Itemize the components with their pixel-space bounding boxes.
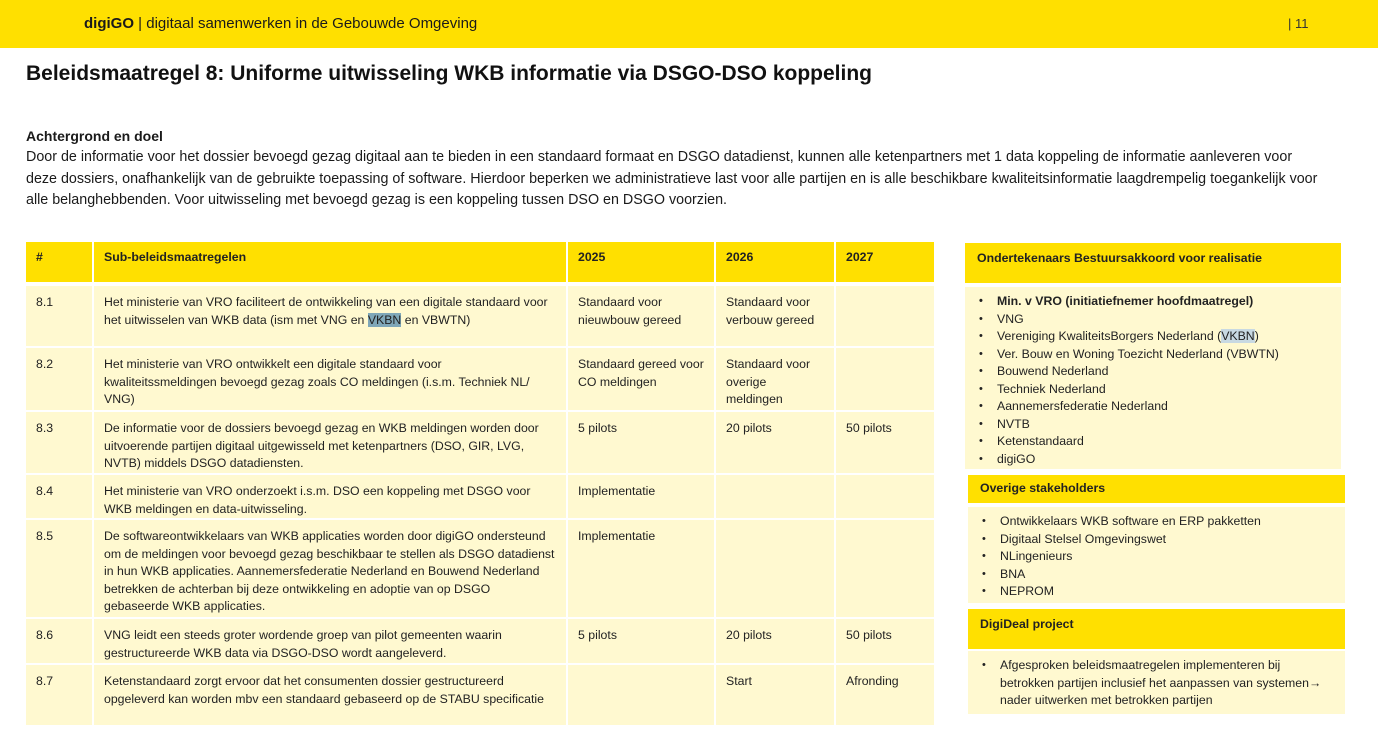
row-number: 8.6: [26, 619, 92, 663]
brand-name: digiGO: [84, 15, 134, 32]
list-item: • NEPROM: [980, 583, 1345, 601]
list-item-text: Vereniging KwaliteitsBorgers Nederland (: [997, 329, 1222, 343]
list-item: • Digitaal Stelsel Omgevingswet: [980, 531, 1345, 549]
row-2026: Standaard voor verbouw gereed: [716, 286, 834, 346]
digideal-list: [968, 651, 1345, 714]
row-2025: Implementatie: [568, 475, 714, 518]
row-2027: Afronding: [836, 665, 934, 725]
row-2025: Standaard voor nieuwbouw gereed: [568, 286, 714, 346]
brand: [84, 15, 477, 32]
list-item: • Ver. Bouw en Woning Toezicht Nederland (VBWTN): [977, 346, 1341, 364]
list-item: • Afgesproken beleidsmaatregelen implementeren bij betrokken partijen inclusief het aanpassen van systemen→ nader uitwerken met betrokken partijen: [980, 657, 1345, 710]
row-2026: 20 pilots: [716, 619, 834, 663]
row-number: 8.3: [26, 412, 92, 473]
row-text: Ketenstandaard zorgt ervoor dat het consumenten dossier gestructureerd opgeleverd kan worden mbv een standaard gebaseerd op de STABU specificatie: [94, 665, 566, 725]
row-text: De softwareontwikkelaars van WKB applicaties worden door digiGO ondersteund om de meldingen voor bevoegd gezag beschikbaar te stellen als DSGO datadienst in hun WKB applicaties. Aannemersfederatie Nederland en Bouwend Nederland betrekken de achterban bij deze ontwikkeling en adoptie van op DSGO gebaseerde WKB applicaties.: [94, 520, 566, 617]
col-header-2027: 2027: [836, 242, 934, 282]
row-2027: [836, 520, 934, 617]
background-heading: Achtergrond en doel: [26, 128, 163, 144]
col-header-number: #: [26, 242, 92, 282]
row-2025: [568, 665, 714, 725]
row-text: Het ministerie van VRO onderzoekt i.s.m. DSO een koppeling met DSGO voor WKB meldingen en data-uitwisseling.: [94, 475, 566, 518]
col-header-2025: 2025: [568, 242, 714, 282]
row-2027: 50 pilots: [836, 619, 934, 663]
row-text-part: en VBWTN): [401, 312, 471, 327]
row-number: 8.2: [26, 348, 92, 410]
list-item: • Min. v VRO (initiatiefnemer hoofdmaatregel): [977, 293, 1341, 311]
background-text: Door de informatie voor het dossier bevoegd gezag digitaal aan te bieden in een standaard formaat en DSGO datadienst, kunnen alle ketenpartners met 1 data koppeling de informatie aanleveren voor deze dossiers, onafhankelijk van de gebruikte toepassing of software. Hierdoor beperken we administratieve last voor alle partijen en is alle beschikbare kwaliteitsinformatie laagdrempelig toegankelijk voor alle belanghebbenden. Voor uitwisseling met bevoegd gezag is een koppeling tussen DSO en DSGO voorzien.: [26, 149, 1318, 208]
list-item: • Ketenstandaard: [977, 433, 1341, 451]
list-item: • digiGO: [977, 451, 1341, 469]
row-2025: 5 pilots: [568, 412, 714, 473]
stakeholders-heading: Overige stakeholders: [968, 475, 1345, 503]
row-2027: [836, 475, 934, 518]
row-number: 8.5: [26, 520, 92, 617]
brand-tagline: | digitaal samenwerken in de Gebouwde Omgeving: [138, 15, 478, 32]
row-2026: Start: [716, 665, 834, 725]
highlighted-term: VKBN: [1221, 329, 1255, 343]
col-header-measures: Sub-beleidsmaatregelen: [94, 242, 566, 282]
row-2025: 5 pilots: [568, 619, 714, 663]
row-2025: Implementatie: [568, 520, 714, 617]
list-item-text: ): [1254, 329, 1259, 343]
row-2026: 20 pilots: [716, 412, 834, 473]
list-item: • Techniek Nederland: [977, 381, 1341, 399]
row-number: 8.4: [26, 475, 92, 518]
stakeholders-list: [968, 507, 1345, 603]
row-2026: [716, 475, 834, 518]
row-text: De informatie voor de dossiers bevoegd gezag en WKB meldingen worden door uitvoerende partijen digitaal uitgewisseld met ketenpartners (DSO, GIR, LVG, NVTB) middels DSGO datadiensten.: [94, 412, 566, 473]
list-item: [977, 328, 1341, 346]
list-item: • VNG: [977, 311, 1341, 329]
list-item: • Ontwikkelaars WKB software en ERP pakketten: [980, 513, 1345, 531]
row-text: Het ministerie van VRO ontwikkelt een digitale standaard voor kwaliteitssmeldingen bevoegd gezag zoals CO meldingen (i.s.m. Techniek NL/ VNG): [94, 348, 566, 410]
list-item: • BNA: [980, 566, 1345, 584]
list-item: • Bouwend Nederland: [977, 363, 1341, 381]
highlighted-term: VKBN: [367, 312, 402, 327]
row-text: [94, 286, 566, 346]
row-2026: Standaard voor overige meldingen: [716, 348, 834, 410]
row-2027: [836, 348, 934, 410]
signatories-list: [965, 287, 1341, 469]
digideal-heading: DigiDeal project: [968, 609, 1345, 649]
signatories-heading: Ondertekenaars Bestuursakkoord voor realisatie: [965, 243, 1341, 283]
page-number: | 11: [1288, 16, 1309, 31]
row-2025: Standaard gereed voor CO meldingen: [568, 348, 714, 410]
row-text-part: Het ministerie van VRO faciliteert de ontwikkeling van een digitale standaard voor het uitwisselen van WKB data (ism met VNG en: [104, 295, 548, 327]
list-item: • NLingenieurs: [980, 548, 1345, 566]
row-text: VNG leidt een steeds groter wordende groep van pilot gemeenten waarin gestructureerde WKB data via DSGO-DSO wordt aangeleverd.: [94, 619, 566, 663]
row-2027: [836, 286, 934, 346]
row-number: 8.1: [26, 286, 92, 346]
row-2027: 50 pilots: [836, 412, 934, 473]
page-title: Beleidsmaatregel 8: Uniforme uitwisseling WKB informatie via DSGO-DSO koppeling: [26, 62, 872, 85]
col-header-2026: 2026: [716, 242, 834, 282]
row-number: 8.7: [26, 665, 92, 725]
list-item: • NVTB: [977, 416, 1341, 434]
row-2026: [716, 520, 834, 617]
header-bar: [0, 0, 1378, 48]
list-item: • Aannemersfederatie Nederland: [977, 398, 1341, 416]
